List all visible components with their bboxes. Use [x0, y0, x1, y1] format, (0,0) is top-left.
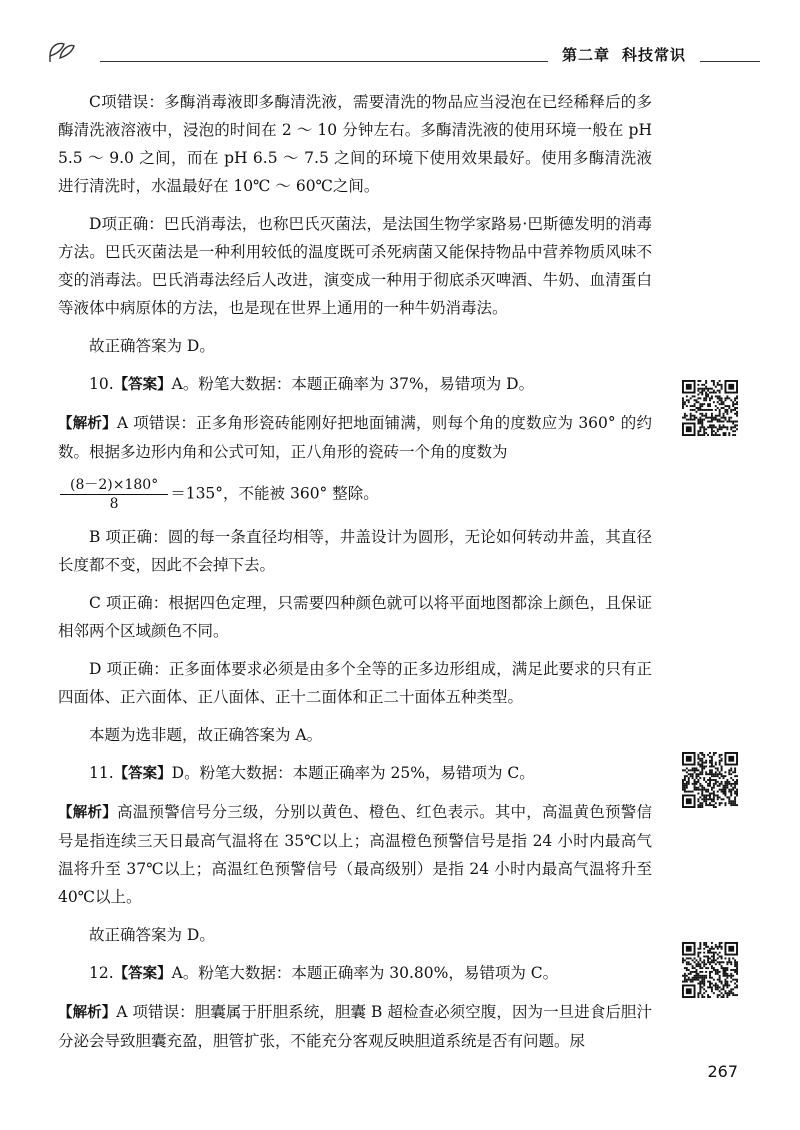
- analysis-text: 高温预警信号分三级，分别以黄色、橙色、红色表示。其中，高温黄色预警信号是指连续三天日最高气温将在 35℃以上；高温橙色预警信号是指 24 小时内最高气温将升至 37℃以上；高温红色预警信号（最高级别）是指 24 小时内最高气温将升至 40℃以上。: [58, 803, 653, 906]
- paragraph-c-wrong: C项错误：多酶消毒液即多酶清洗液，需要清洗的物品应当浸泡在已经稀释后的多酶清洗液溶液中，浸泡的时间在 2 ～ 10 分钟左右。多酶清洗液的使用环境一般在 pH 5.5 ～ 9.0 之间，而在 pH 6.5 ～ 7.5 之间的环境下使用效果最好。使用多酶清洗液进行清洗时，水温最好在 10℃ ～ 60℃之间。: [58, 93, 652, 195]
- question-number: 12.: [89, 964, 114, 982]
- answer-text: D。粉笔大数据：本题正确率为 25%，易错项为 C。: [171, 764, 535, 782]
- page-number: 267: [707, 1062, 738, 1081]
- question-number: 11.: [89, 764, 114, 782]
- analysis-label: 【解析】: [58, 1005, 117, 1021]
- q10-answer: [58, 370, 652, 399]
- answer-text: A。粉笔大数据：本题正确率为 30.80%，易错项为 C。: [171, 964, 559, 982]
- fraction-denominator: 8: [109, 496, 119, 512]
- chapter-title: [548, 44, 700, 65]
- qr-code-icon[interactable]: [682, 942, 738, 998]
- q10-option-c: C 项正确：根据四色定理，只需要四种颜色就可以将平面地图都涂上颜色，且保证相邻两个区域颜色不同。: [58, 594, 652, 640]
- fraction: [60, 476, 168, 513]
- q11-analysis: [58, 798, 652, 911]
- analysis-label: 【解析】: [58, 805, 117, 821]
- page-body: [58, 88, 652, 1065]
- analysis-label: 【解析】: [58, 416, 117, 432]
- question-number: 10.: [89, 375, 114, 393]
- q12-analysis: [58, 998, 652, 1055]
- q10-option-d: D 项正确：正多面体要求必须是由多个全等的正多边形组成，满足此要求的只有正四面体、正六面体、正八面体、正十二面体和正二十面体五种类型。: [58, 660, 652, 706]
- q10-option-b: B 项正确：圆的每一条直径均相等，井盖设计为圆形，无论如何转动井盖，其直径长度都不变，因此不会掉下去。: [58, 528, 652, 574]
- q12-answer: [58, 959, 652, 988]
- answer-label: 【答案】: [113, 966, 172, 982]
- answer-label: 【答案】: [113, 766, 172, 782]
- chapter-section: 科技常识: [621, 46, 686, 64]
- q11-answer: [58, 759, 652, 788]
- analysis-text: A 项错误：胆囊属于肝胆系统，胆囊 B 超检查必须空腹，因为一旦进食后胆汁分泌会导致胆囊充盈，胆管扩张，不能充分客观反映胆道系统是否有问题。尿: [58, 1003, 652, 1050]
- fraction-numerator: (8－2)×180°: [60, 476, 168, 495]
- qr-code-icon[interactable]: [682, 380, 738, 436]
- page-header: [40, 36, 760, 70]
- q11-conclusion: 故正确答案为 D。: [89, 926, 215, 944]
- answer-text: A。粉笔大数据：本题正确率为 37%，易错项为 D。: [171, 375, 535, 393]
- q10-analysis-a: [58, 409, 652, 466]
- answer-q9: 故正确答案为 D。: [89, 337, 215, 355]
- paragraph-d-correct: D项正确：巴氏消毒法，也称巴氏灭菌法，是法国生物学家路易·巴斯德发明的消毒方法。巴氏灭菌法是一种利用较低的温度既可杀死病菌又能保持物品中营养物质风味不变的消毒法。巴氏消毒法经后人改进，演变成一种用于彻底杀灭啤酒、牛奶、血清蛋白等液体中病原体的方法，也是现在世界上通用的一种牛奶消毒法。: [58, 215, 652, 317]
- qr-code-icon[interactable]: [682, 752, 738, 808]
- chapter-number: 第二章: [561, 46, 610, 64]
- fraction-rest: ＝135°，不能被 360° 整除。: [170, 484, 379, 503]
- analysis-text: A 项错误：正多角形瓷砖能刚好把地面铺满，则每个角的度数应为 360° 的约数。根据多边形内角和公式可知，正八角形的瓷砖一个角的度数为: [58, 414, 653, 461]
- q10-fraction-line: [58, 476, 652, 513]
- leaf-icon: [46, 36, 76, 62]
- q10-conclusion: 本题为选非题，故正确答案为 A。: [89, 726, 323, 744]
- answer-label: 【答案】: [113, 377, 172, 393]
